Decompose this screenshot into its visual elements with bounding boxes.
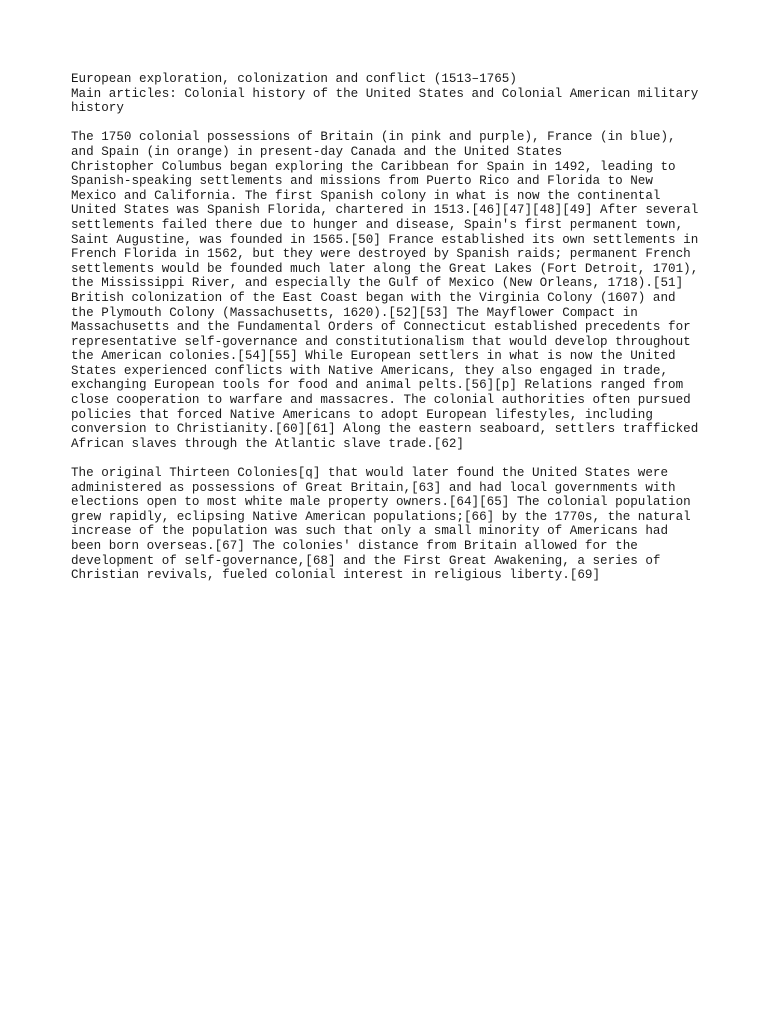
paragraph-thirteen-colonies [71, 466, 711, 583]
paragraph-gap [71, 451, 711, 466]
document-page [71, 72, 711, 583]
text-line: The original Thirteen Colonies[q] that would later found the United States were [71, 466, 669, 481]
paragraph-colonization [71, 130, 711, 451]
text-line: administered as possessions of Great Britain,[63] and had local governments with [71, 480, 676, 495]
text-line: representative self-governance and constitutionalism that would develop throughout [71, 334, 691, 349]
text-line: French Florida in 1562, but they were destroyed by Spanish raids; permanent French [71, 247, 691, 262]
text-line: exchanging European tools for food and animal pelts.[56][p] Relations ranged from [71, 378, 684, 393]
text-line: Massachusetts and the Fundamental Orders of Connecticut established precedents for [71, 320, 691, 335]
text-line: the Plymouth Colony (Massachusetts, 1620).[52][53] The Mayflower Compact in [71, 305, 638, 320]
text-line: elections open to most white male property owners.[64][65] The colonial population [71, 495, 691, 510]
text-line: been born overseas.[67] The colonies' distance from Britain allowed for the [71, 539, 638, 553]
text-line: Mexico and California. The first Spanish colony in what is now the continental [71, 188, 661, 203]
text-line: The 1750 colonial possessions of Britain (in pink and purple), France (in blue), [71, 130, 676, 145]
main-articles-line: history [71, 101, 124, 116]
text-line: African slaves through the Atlantic slave trade.[62] [71, 436, 464, 451]
text-line: settlements failed there due to hunger and disease, Spain's first permanent town, [71, 217, 684, 232]
text-line: conversion to Christianity.[60][61] Along the eastern seaboard, settlers trafficked [71, 422, 699, 437]
text-line: Christian revivals, fueled colonial interest in religious liberty.[69] [71, 568, 601, 583]
heading-title: European exploration, colonization and conflict (1513–1765) [71, 72, 517, 86]
paragraph-gap [71, 116, 711, 131]
section-heading [71, 72, 711, 116]
text-line: United States was Spanish Florida, chartered in 1513.[46][47][48][49] After several [71, 203, 699, 218]
text-line: Christopher Columbus began exploring the Caribbean for Spain in 1492, leading to [71, 159, 676, 174]
text-line: Saint Augustine, was founded in 1565.[50] France established its own settlements in [71, 232, 699, 247]
text-line: the Mississippi River, and especially the Gulf of Mexico (New Orleans, 1718).[51] [71, 276, 684, 291]
text-line: States experienced conflicts with Native Americans, they also engaged in trade, [71, 363, 669, 378]
text-line: increase of the population was such that only a small minority of Americans had [71, 524, 669, 539]
text-line: the American colonies.[54][55] While European settlers in what is now the United [71, 349, 676, 364]
text-line: and Spain (in orange) in present-day Canada and the United States [71, 144, 563, 159]
text-line: Spanish-speaking settlements and missions from Puerto Rico and Florida to New [71, 174, 653, 189]
text-line: British colonization of the East Coast began with the Virginia Colony (1607) and [71, 290, 676, 305]
text-line: close cooperation to warfare and massacres. The colonial authorities often pursued [71, 393, 691, 408]
text-line: grew rapidly, eclipsing Native American populations;[66] by the 1770s, the natural [71, 509, 691, 524]
text-line: policies that forced Native Americans to adopt European lifestyles, including [71, 407, 653, 422]
text-line: development of self-governance,[68] and the First Great Awakening, a series of [71, 553, 661, 568]
main-articles-line: Main articles: Colonial history of the United States and Colonial American military [71, 86, 699, 101]
text-line: settlements would be founded much later along the Great Lakes (Fort Detroit, 1701), [71, 261, 699, 276]
